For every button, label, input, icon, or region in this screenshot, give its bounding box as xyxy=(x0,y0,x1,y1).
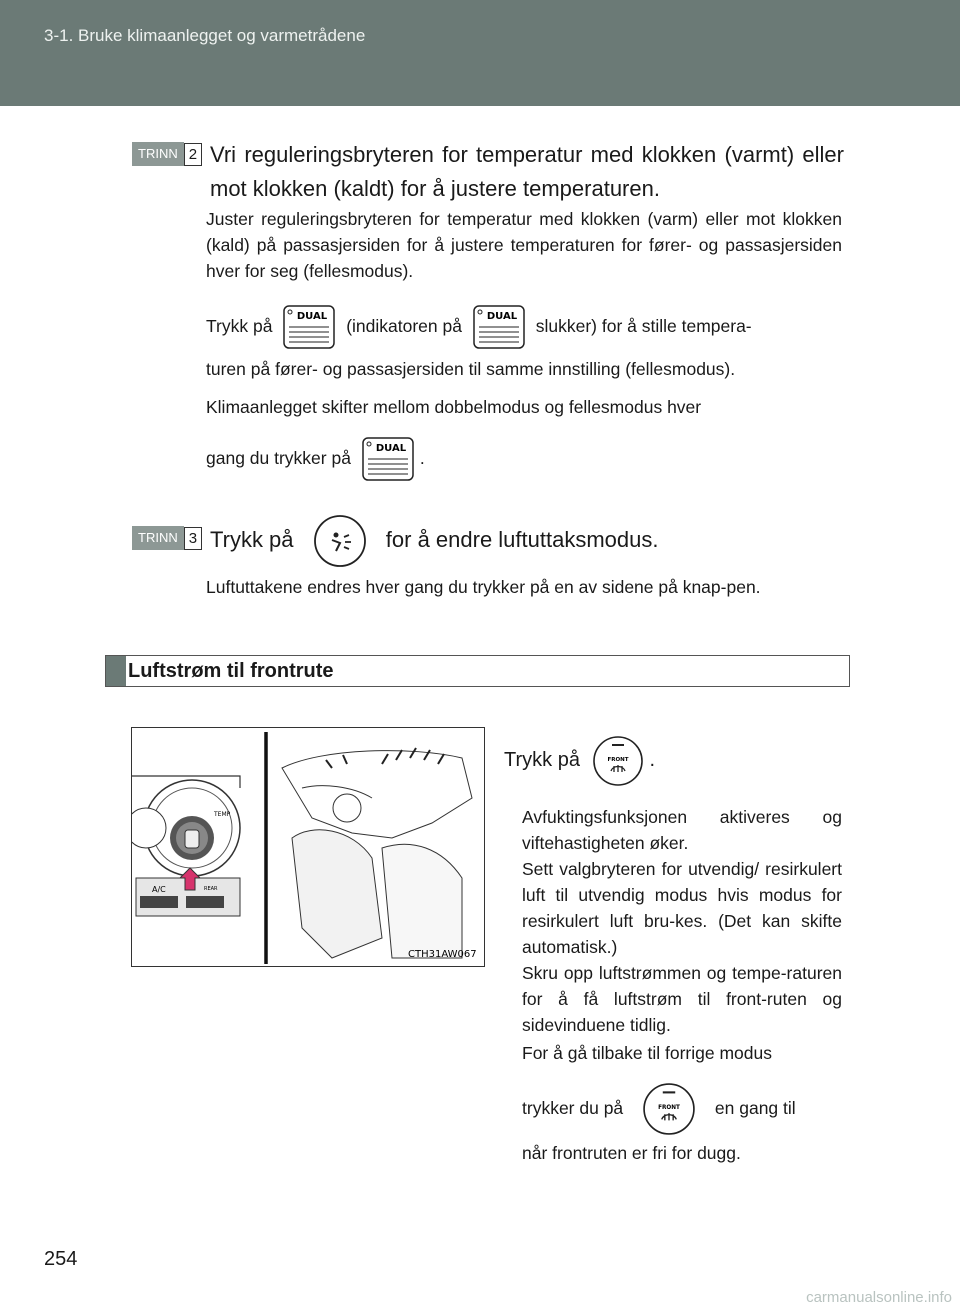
rear-label: REAR xyxy=(204,886,218,892)
dual-button-icon[interactable] xyxy=(283,305,335,349)
defrost-paragraph-4-cont: trykker du på FRONT en gang til xyxy=(522,1080,842,1136)
defrost-paragraph-4-end: når frontruten er fri for dugg. xyxy=(522,1143,741,1163)
step-2-heading: Vri reguleringsbryteren for temperatur med klokken (varmt) eller mot klokken (kaldt) for å justere temperaturen. xyxy=(210,142,844,201)
step-2-badge xyxy=(132,142,202,166)
dual-indicator-icon xyxy=(473,305,525,349)
dashboard-illustration xyxy=(132,728,484,966)
temp-label: TEMP xyxy=(214,811,231,818)
step-2-paragraph-3-cont: gang du trykker på DUAL . xyxy=(206,436,842,481)
step-3-paragraph: Luftuttakene endres hver gang du trykker på en av sidene på knap-pen. xyxy=(206,577,761,597)
front-defrost-button-icon[interactable] xyxy=(592,735,644,787)
defrost-paragraph-3: Skru opp luftstrømmen og tempe-raturen for å få luftstrøm til front-ruten og sidevinduene tidlig. xyxy=(522,963,842,1035)
dual-text: DUAL xyxy=(486,311,517,323)
step-2-paragraph-1: Juster reguleringsbryteren for temperatur med klokken (varm) eller mot klokken (kald) på passasjersiden for å justere temperaturen for fører- og passasjersiden hver for seg (fellesmodus). xyxy=(206,209,842,281)
ac-label: A/C xyxy=(152,885,166,894)
front-text: FRONT xyxy=(658,1105,680,1112)
defrost-paragraph-4: For å gå tilbake til forrige modus xyxy=(522,1043,772,1063)
step-label: TRINN xyxy=(132,526,184,550)
footer-watermark: carmanualsonline.info xyxy=(806,1289,952,1306)
page-number: 254 xyxy=(44,1248,78,1270)
step-2-paragraph-2-cont: turen på fører- og passasjersiden til samme innstilling (fellesmodus). xyxy=(206,359,736,379)
defrost-paragraph-2: Sett valgbryteren for utvendig/ resirkulert luft til utvendig modus hvis modus for resirkulert luft bru-kes. (Det kan skifte automatisk.) xyxy=(522,859,842,957)
air-outlet-mode-button-icon[interactable] xyxy=(310,513,370,569)
dual-button-icon[interactable] xyxy=(362,437,414,481)
step-3-heading: Trykk på for å endre luftuttaksmodus. xyxy=(210,512,844,569)
defrost-paragraph-1: Avfuktingsfunksjonen aktiveres og viftehastigheten øker. xyxy=(522,807,842,853)
front-text: FRONT xyxy=(606,756,629,763)
defrost-figure xyxy=(131,727,485,967)
section-heading xyxy=(105,655,850,687)
step-number: 2 xyxy=(184,143,202,166)
chapter-title: 3-1. Bruke klimaanlegget og varmetrådene xyxy=(44,26,366,45)
step-number: 3 xyxy=(184,527,202,550)
section-band xyxy=(106,656,126,686)
step-2-paragraph-2: Trykk på DUAL (indikatoren på DUAL slukker) for å stille tempera- xyxy=(206,304,842,349)
dual-text: DUAL xyxy=(375,443,406,455)
step-label: TRINN xyxy=(132,142,184,166)
front-defrost-button-icon[interactable] xyxy=(642,1082,696,1136)
step-2-paragraph-3: Klimaanlegget skifter mellom dobbelmodus og fellesmodus hver xyxy=(206,397,702,417)
dual-text: DUAL xyxy=(297,311,328,323)
section-title: Luftstrøm til frontrute xyxy=(128,660,334,682)
figure-code: CTH31AW067 xyxy=(408,949,477,960)
chapter-header xyxy=(0,0,960,106)
defrost-intro: Trykk på FRONT . xyxy=(504,734,824,787)
step-3-badge xyxy=(132,526,202,550)
